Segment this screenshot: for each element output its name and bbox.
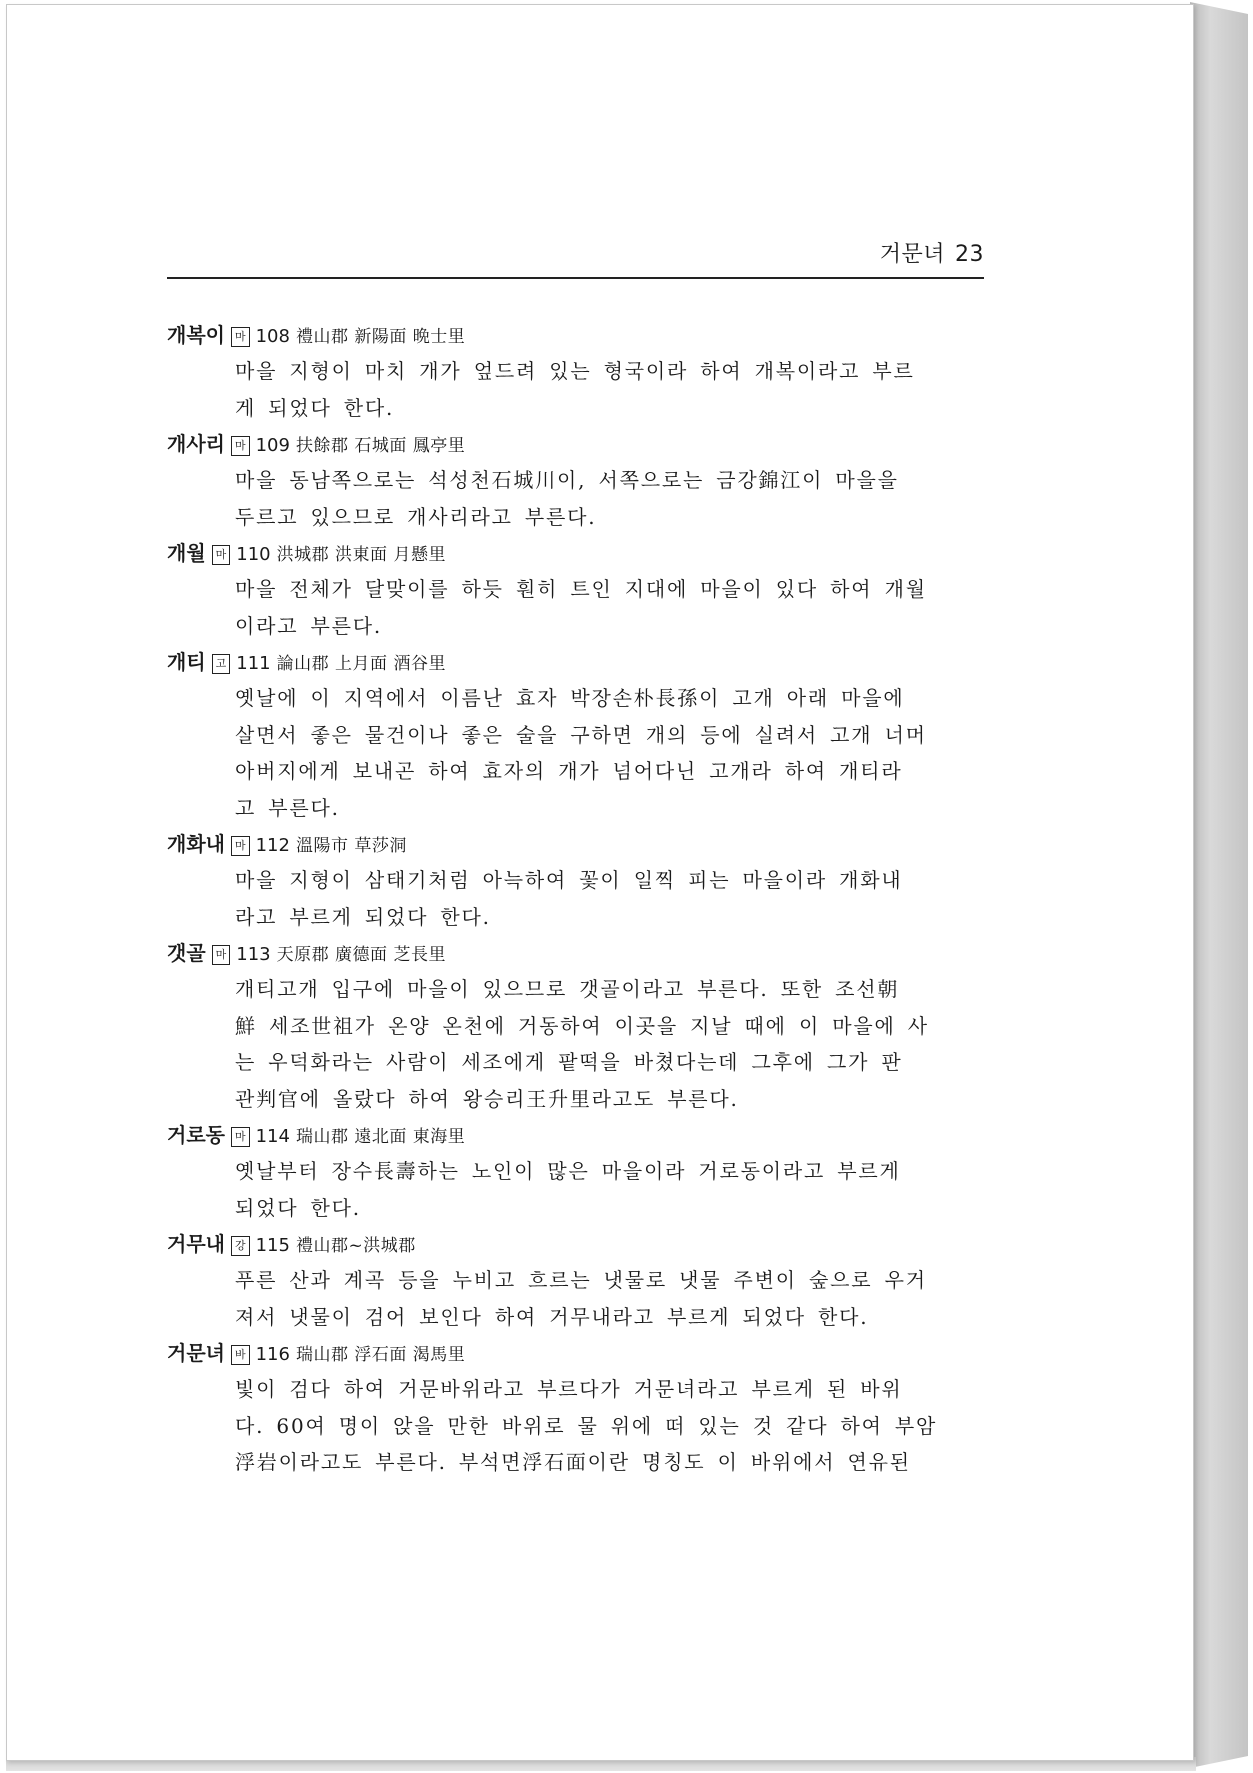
description-line: 관判官에 올랐다 하여 왕승리王升里라고도 부른다. — [235, 1086, 739, 1111]
dictionary-entry — [167, 317, 987, 426]
description-line: 되었다 한다. — [235, 1195, 361, 1220]
dictionary-entries — [167, 317, 987, 1481]
entry-name: 거무내 — [167, 1232, 225, 1256]
entry-description — [235, 353, 987, 426]
dictionary-entry — [167, 535, 987, 644]
description-line: 아버지에게 보내곤 하여 효자의 개가 넘어다닌 고개라 하여 개티라 — [235, 759, 903, 783]
entry-number: 113 — [236, 944, 271, 965]
dictionary-entry — [167, 935, 987, 1117]
category-badge: 바 — [231, 1345, 250, 1365]
entry-location: 瑞山郡 浮石面 渴馬里 — [295, 1345, 466, 1365]
description-line: 마을 전체가 달맞이를 하듯 훤히 트인 지대에 마을이 있다 하여 개월 — [235, 577, 927, 601]
entry-headword-line — [167, 1117, 987, 1153]
entry-description — [235, 680, 987, 826]
entry-headword-line — [167, 1226, 987, 1262]
description-line: 푸른 산과 계곡 등을 누비고 흐르는 냇물로 냇물 주변이 숲으로 우거 — [235, 1268, 927, 1292]
description-line: 라고 부르게 되었다 한다. — [235, 904, 491, 929]
entry-headword-line — [167, 535, 987, 571]
entry-location: 瑞山郡 遠北面 東海里 — [295, 1127, 466, 1147]
description-line: 鮮 세조世祖가 온양 온천에 거동하여 이곳을 지날 때에 이 마을에 사 — [235, 1013, 929, 1038]
header-text — [880, 237, 984, 268]
description-line: 살면서 좋은 물건이나 좋은 술을 구하면 개의 등에 실려서 고개 너머 — [235, 722, 927, 747]
entry-headword-line — [167, 426, 987, 462]
entry-name: 개사리 — [167, 432, 225, 456]
entry-number: 115 — [255, 1235, 290, 1256]
entry-number: 111 — [236, 653, 271, 674]
dictionary-entry — [167, 1335, 987, 1481]
description-line: 이라고 부른다. — [235, 613, 383, 638]
description-line: 고 부른다. — [235, 795, 340, 820]
category-badge: 고 — [212, 654, 231, 674]
entry-description — [235, 1371, 987, 1481]
entry-headword-line — [167, 1335, 987, 1371]
entry-name: 개티 — [167, 650, 206, 674]
entry-number: 116 — [255, 1344, 290, 1365]
description-line: 마을 동남쪽으로는 석성천石城川이, 서쪽으로는 금강錦江이 마을을 — [235, 468, 899, 492]
description-line: 마을 지형이 마치 개가 엎드려 있는 형국이라 하여 개복이라고 부르 — [235, 359, 915, 383]
running-header — [167, 237, 984, 279]
entry-location: 扶餘郡 石城面 鳳亭里 — [295, 436, 466, 456]
description-line: 게 되었다 한다. — [235, 395, 395, 420]
description-line: 다. 60여 명이 앉을 만한 바위로 물 위에 떠 있는 것 같다 하여 부암 — [235, 1413, 938, 1438]
entry-description — [235, 462, 987, 535]
category-badge: 마 — [231, 1127, 250, 1147]
entry-description — [235, 571, 987, 644]
entry-location: 洪城郡 洪東面 月懸里 — [276, 545, 446, 565]
category-badge: 마 — [231, 327, 250, 347]
entry-headword-line — [167, 644, 987, 680]
dictionary-entry — [167, 1226, 987, 1335]
description-line: 는 우덕화라는 사람이 세조에게 팥떡을 바쳤다는데 그후에 그가 판 — [235, 1050, 903, 1074]
book-edge — [1190, 2, 1248, 1768]
description-line: 져서 냇물이 검어 보인다 하여 거무내라고 부르게 되었다 한다. — [235, 1304, 869, 1329]
entry-description — [235, 862, 987, 935]
entry-location: 禮山郡 新陽面 晩士里 — [295, 327, 466, 347]
entry-name: 거문녀 — [167, 1341, 225, 1365]
description-line: 浮岩이라고도 부른다. 부석면浮石面이란 명칭도 이 바위에서 연유된 — [235, 1450, 911, 1474]
entry-location: 溫陽市 草莎洞 — [295, 836, 407, 856]
entry-description — [235, 1262, 987, 1335]
description-line: 마을 지형이 삼태기처럼 아늑하여 꽃이 일찍 피는 마을이라 개화내 — [235, 868, 903, 892]
entry-name: 개복이 — [167, 323, 225, 347]
entry-description — [235, 971, 987, 1117]
dictionary-entry — [167, 1117, 987, 1226]
description-line: 옛날부터 장수長壽하는 노인이 많은 마을이라 거로동이라고 부르게 — [235, 1159, 901, 1183]
page-number: 23 — [955, 242, 984, 267]
dictionary-entry — [167, 644, 987, 826]
entry-location: 禮山郡~洪城郡 — [295, 1236, 416, 1256]
entry-name: 개월 — [167, 541, 206, 565]
description-line: 개티고개 입구에 마을이 있으므로 갯골이라고 부른다. 또한 조선朝 — [235, 977, 900, 1001]
running-title: 거문녀 — [879, 242, 945, 267]
description-line: 빛이 검다 하여 거문바위라고 부르다가 거문녀라고 부르게 된 바위 — [235, 1377, 903, 1401]
category-badge: 마 — [212, 945, 231, 965]
entry-number: 114 — [255, 1126, 290, 1147]
entry-headword-line — [167, 317, 987, 353]
description-line: 옛날에 이 지역에서 이름난 효자 박장손朴長孫이 고개 아래 마을에 — [235, 686, 905, 710]
category-badge: 마 — [212, 545, 231, 565]
entry-number: 112 — [255, 835, 290, 856]
entry-headword-line — [167, 935, 987, 971]
entry-description — [235, 1153, 987, 1226]
dictionary-entry — [167, 826, 987, 935]
entry-name: 갯골 — [167, 941, 206, 965]
entry-number: 110 — [236, 544, 271, 565]
entry-name: 거로동 — [167, 1123, 225, 1147]
entry-location: 論山郡 上月面 酒谷里 — [276, 654, 446, 674]
entry-name: 개화내 — [167, 832, 225, 856]
entry-headword-line — [167, 826, 987, 862]
description-line: 두르고 있으므로 개사리라고 부른다. — [235, 504, 597, 529]
entry-number: 109 — [255, 435, 290, 456]
category-badge: 마 — [231, 436, 250, 456]
dictionary-entry — [167, 426, 987, 535]
book-page — [6, 4, 1194, 1761]
entry-location: 天原郡 廣德面 芝長里 — [276, 945, 446, 965]
entry-number: 108 — [255, 326, 290, 347]
category-badge: 강 — [231, 1236, 250, 1256]
category-badge: 마 — [231, 836, 250, 856]
